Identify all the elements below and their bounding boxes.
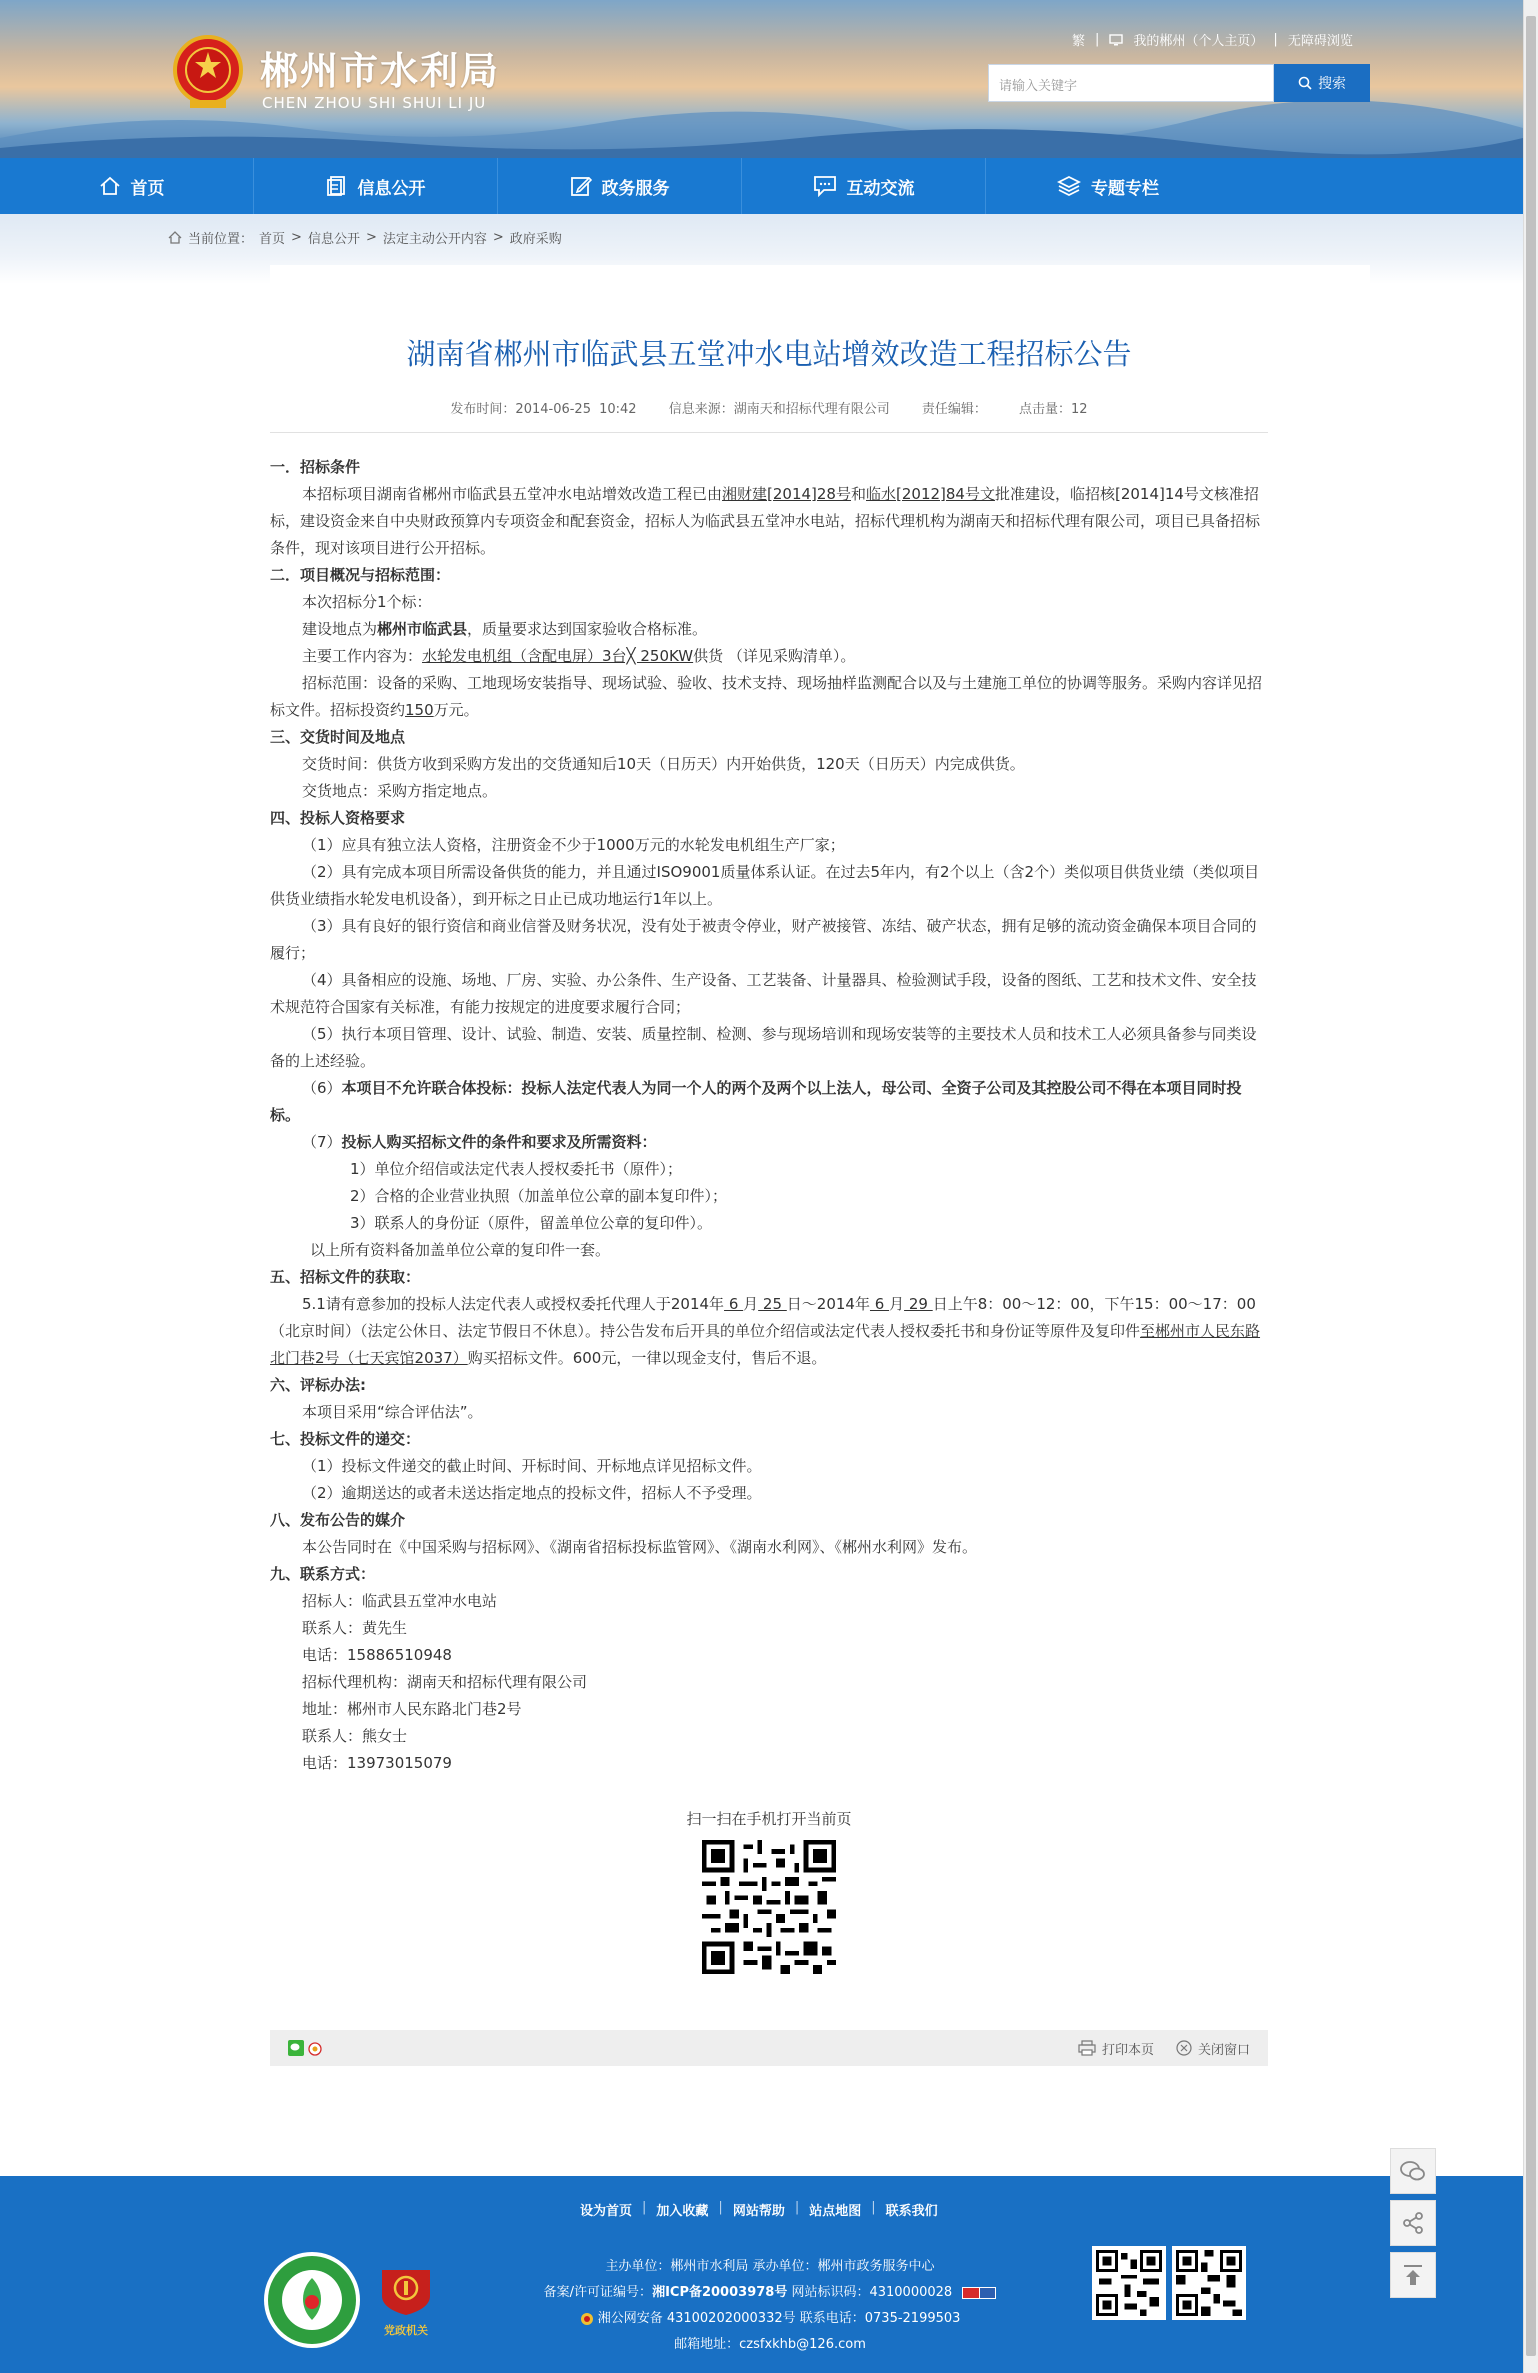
text: （7） <box>302 1133 342 1151</box>
text: 日～2014年 <box>786 1295 870 1313</box>
breadcrumb-item-info-open[interactable]: 信息公开 <box>307 232 360 247</box>
responsible-editor: 责任编辑： <box>921 402 987 417</box>
article-body <box>270 454 1268 1777</box>
contact-line: 联系人：黄先生 <box>302 1619 408 1637</box>
text: 联系电话：0735-2199503 <box>795 2311 961 2326</box>
section-heading: 一．招标条件 <box>270 458 361 476</box>
text: 建设地点为 <box>302 620 378 638</box>
nav-label: 专题专栏 <box>1091 178 1159 199</box>
text: 主要工作内容为： <box>302 647 423 665</box>
layers-icon <box>1057 175 1081 197</box>
home-icon <box>99 176 121 196</box>
share-icon <box>1401 2211 1425 2235</box>
site-title[interactable]: 郴州市水利局 <box>260 51 501 93</box>
paragraph: 本次招标分1个标： <box>302 593 432 611</box>
nav-label: 互动交流 <box>846 178 915 199</box>
badge-label: 党政机关 <box>384 2324 428 2337</box>
text: ，质量要求达到国家验收合格标准。 <box>467 620 708 638</box>
police-record-link[interactable]: 湘公网安备 43100202000332号 <box>597 2311 796 2326</box>
paragraph: 1）单位介绍信或法定代表人授权委托书（原件）； <box>350 1160 683 1178</box>
date-part: 6 <box>869 1295 890 1313</box>
text: 本招标项目湖南省郴州市临武县五堂冲水电站增效改造工程已由 <box>302 485 723 503</box>
floating-tools <box>1390 2148 1436 2298</box>
article-meta <box>0 398 1538 417</box>
main-nav <box>0 158 1523 214</box>
section-heading: 二．项目概况与招标范围： <box>270 566 451 584</box>
paragraph <box>270 1291 1268 1372</box>
section-heading: 五、招标文件的获取： <box>270 1268 421 1286</box>
text: （6） <box>302 1079 342 1097</box>
text: 月 <box>743 1295 759 1313</box>
paragraph <box>270 1075 1268 1129</box>
footer-link-sitemap[interactable]: 站点地图 <box>809 2204 862 2219</box>
footer-info <box>540 2254 1000 2358</box>
hit-count: 点击量：12 <box>1019 402 1088 417</box>
content-top-edge <box>270 265 1370 285</box>
wechat-float-button[interactable] <box>1390 2148 1436 2194</box>
nav-label: 政务服务 <box>601 178 670 199</box>
print-page-button[interactable] <box>1078 2039 1154 2058</box>
date-part: 6 <box>724 1295 744 1313</box>
scrollbar-thumb[interactable] <box>1526 16 1536 2356</box>
party-government-badge[interactable] <box>378 2266 434 2337</box>
info-source: 信息来源：湖南天和招标代理有限公司 <box>668 402 890 417</box>
emblem-shield-icon <box>378 2266 434 2316</box>
printer-icon <box>1078 2040 1096 2056</box>
paragraph: 交货地点：采购方指定地点。 <box>302 782 498 800</box>
breadcrumb-item-statutory[interactable]: 法定主动公开内容 <box>382 232 487 247</box>
breadcrumb-item-home[interactable]: 首页 <box>259 232 286 247</box>
footer-link-help[interactable]: 网站帮助 <box>732 2204 785 2219</box>
national-emblem-icon <box>172 34 244 112</box>
my-chenzhou-link[interactable]: 我的郴州（个人主页） <box>1133 34 1264 49</box>
paragraph: 本公告同时在《中国采购与招标网》、《湖南省招标投标监管网》、《湖南水利网》、《郴州水利网》发布。 <box>302 1538 978 1556</box>
text: 网站标识码：4310000028 <box>787 2285 953 2300</box>
footer-links <box>580 2200 938 2219</box>
home-icon <box>168 231 182 244</box>
site-footer <box>0 2176 1523 2373</box>
nav-label: 首页 <box>130 178 165 199</box>
text: 备案/许可证编号： <box>543 2285 653 2300</box>
search-button[interactable] <box>1274 64 1370 102</box>
contact-line: 招标代理机构：湖南天和招标代理有限公司 <box>302 1673 588 1691</box>
footer-link-contact[interactable]: 联系我们 <box>885 2204 938 2219</box>
paragraph <box>270 670 1268 724</box>
nav-special-topic[interactable] <box>986 158 1230 214</box>
police-line <box>540 2306 1000 2332</box>
paragraph <box>270 616 1268 643</box>
bold-text: 投标人购买招标文件的条件和要求及所需资料： <box>341 1133 657 1151</box>
close-label: 关闭窗口 <box>1197 2042 1250 2058</box>
qr-code-icon <box>1172 2246 1246 2320</box>
investment: 150 <box>405 701 434 719</box>
section-heading: 六、评标办法: <box>270 1376 366 1394</box>
page-actions <box>1078 2039 1250 2058</box>
monitor-icon <box>1109 34 1123 46</box>
paragraph: 2）合格的企业营业执照（加盖单位公章的副本复印件）； <box>350 1187 728 1205</box>
edit-icon <box>570 175 592 197</box>
breadcrumb-separator: > <box>492 230 504 245</box>
chat-icon <box>813 175 837 197</box>
section-heading: 三、交货时间及地点 <box>270 728 406 746</box>
back-to-top-button[interactable] <box>1390 2252 1436 2298</box>
traditional-chinese-link[interactable]: 繁 <box>1072 34 1086 49</box>
separator: | <box>794 2200 800 2215</box>
qr-label: 扫一扫在手机打开当前页 <box>686 1810 852 1828</box>
site-subtitle: CHEN ZHOU SHI SHUI LI JU <box>262 94 487 112</box>
document-icon <box>326 175 348 197</box>
separator: | <box>871 2200 876 2215</box>
separator: | <box>718 2200 723 2215</box>
breadcrumb-separator: > <box>291 230 302 245</box>
paragraph: （4）具备相应的设施、场地、厂房、实验、办公条件、生产设备、工艺装备、计量器具、检验测试手段，设备的图纸、工艺和技术文件、安全技术规范符合国家有关标准，有能力按规定的进度要求履行合同； <box>270 971 1257 1016</box>
section-heading: 七、投标文件的递交： <box>270 1430 421 1448</box>
site-id-icon <box>962 2287 996 2299</box>
paragraph: 3）联系人的身份证（原件，留盖单位公章的复印件）。 <box>350 1214 713 1232</box>
site-header <box>0 0 1523 158</box>
publish-time: 发布时间：2014-06-25 10:42 <box>450 402 637 417</box>
paragraph: （2）逾期送达的或者未送达指定地点的投标文件，招标人不予受理。 <box>302 1484 762 1502</box>
text: 万元。 <box>433 701 479 719</box>
address: 至郴州市人民东路北门巷2号（七天宾馆2037） <box>270 1322 1261 1367</box>
separator: | <box>1273 32 1278 47</box>
paragraph <box>270 481 1268 562</box>
paragraph <box>270 643 1268 670</box>
paragraph: （5）执行本项目管理、设计、试验、制造、安装、质量控制、检测、参与现场培训和现场安装等的主要技术人员和技术工人必须具备参与同类设备的上述经验。 <box>270 1025 1257 1070</box>
doc-ref: 湘财建[2014]28号 <box>722 485 851 503</box>
text: 和 <box>850 485 866 503</box>
paragraph: 交货时间：供货方收到采购方发出的交货通知后10天（日历天）内开始供货，120天（日历天）内完成供货。 <box>302 755 1025 773</box>
vertical-scrollbar[interactable] <box>1523 0 1538 2373</box>
print-label: 打印本页 <box>1101 2042 1154 2058</box>
qr-code-icon <box>702 1840 836 1974</box>
nav-home[interactable] <box>10 158 254 214</box>
footer-link-favorite[interactable]: 加入收藏 <box>656 2204 709 2219</box>
breadcrumb-prefix: 当前位置： <box>188 232 254 247</box>
breadcrumb-item-procurement[interactable]: 政府采购 <box>509 232 562 247</box>
qr-code-icon <box>1092 2246 1166 2320</box>
date-part: 25 <box>758 1295 787 1313</box>
text: 购买招标文件。600元，一律以现金支付，售后不退。 <box>467 1349 827 1367</box>
paragraph: （2）具有完成本项目所需设备供货的能力，并且通过ISO9001质量体系认证。在过去5年内，有2个以上（含2个）类似项目供货业绩（类似项目供货业绩指水轮发电机设备），到开标之日止已成功地运行1年以上。 <box>270 863 1260 908</box>
contact-line: 电话：15886510948 <box>302 1646 452 1664</box>
nav-label: 信息公开 <box>357 178 426 199</box>
search-button-label: 搜索 <box>1318 76 1346 92</box>
share-bar <box>270 2030 1268 2066</box>
section-heading: 四、投标人资格要求 <box>270 809 406 827</box>
paragraph <box>270 1129 1268 1156</box>
search-icon <box>1298 76 1312 90</box>
text: 月 <box>889 1295 905 1313</box>
share-float-button[interactable] <box>1390 2200 1436 2246</box>
wechat-icon <box>1399 2159 1427 2183</box>
breadcrumb <box>168 228 562 247</box>
bold-text: 本项目不允许联合体投标：投标人法定代表人为同一个人的两个及两个以上法人，母公司、全资子公司及其控股公司不得在本项目同时投标。 <box>270 1079 1242 1124</box>
article-title: 湖南省郴州市临武县五堂冲水电站增效改造工程招标公告 <box>406 337 1132 371</box>
email-line: 邮箱地址：czsfxkhb@126.com <box>674 2337 866 2352</box>
text: 5.1请有意参加的投标人法定代表人或授权委托代理人于2014年 <box>302 1295 725 1313</box>
close-icon <box>1176 2040 1192 2056</box>
icp-link[interactable]: 湘ICP备20003978号 <box>652 2285 788 2300</box>
record-line <box>540 2280 1000 2306</box>
civilization-badge-icon[interactable] <box>262 2250 362 2350</box>
equipment: 水轮发电机组（含配电屏）3台╳ 250KW <box>422 647 694 665</box>
text: 供货 （详见采购清单）。 <box>693 647 856 665</box>
separator: | <box>1095 32 1100 47</box>
title-divider <box>270 432 1268 433</box>
section-heading: 九、联系方式： <box>270 1565 376 1583</box>
accessibility-link[interactable]: 无障碍浏览 <box>1287 34 1353 49</box>
police-badge-icon <box>580 2312 594 2326</box>
wechat-share-icon[interactable] <box>288 2040 304 2056</box>
date-part: 29 <box>904 1295 933 1313</box>
paragraph: （1）应具有独立法人资格，注册资金不少于1000万元的水轮发电机组生产厂家； <box>302 836 845 854</box>
nav-info-open[interactable] <box>254 158 498 214</box>
text: 日上午8：00～12：00，下午15：00～17：00（北京时间）（法定公休日、法定节假日不休息）。持公告发布后开具的单位介绍信或法定代表人授权委托书和身份证等原件及复印件 <box>270 1295 1256 1340</box>
paragraph: （3）具有良好的银行资信和商业信誉及财务状况，没有处于被责令停业，财产被接管、冻结、破产状态，拥有足够的流动资金确保本项目合同的履行； <box>270 917 1257 962</box>
close-window-button[interactable] <box>1176 2039 1250 2058</box>
paragraph: （1）投标文件递交的截止时间、开标时间、开标地点详见招标文件。 <box>302 1457 762 1475</box>
contact-line: 电话：13973015079 <box>302 1754 452 1772</box>
search-input[interactable]: 请输入关键字 <box>988 64 1274 102</box>
separator: | <box>642 2200 647 2215</box>
top-links <box>1072 30 1353 49</box>
weibo-share-icon[interactable] <box>307 2040 323 2056</box>
footer-link-set-home[interactable]: 设为首页 <box>580 2204 633 2219</box>
nav-gov-service[interactable] <box>498 158 742 214</box>
location: 郴州市临武县 <box>377 620 468 638</box>
text: 批准建设，临招核[2014]14号文核准招标，建设资金来自中央财政预算内专项资金和配套资金，招标人为临武县五堂冲水电站，招标代理机构为湖南天和招标代理有限公司，项目已具备招标条件，现对该项目进行公开招标。 <box>270 485 1261 557</box>
contact-line: 联系人：熊女士 <box>302 1727 408 1745</box>
paragraph: 本项目采用“综合评估法”。 <box>302 1403 483 1421</box>
doc-ref: 临水[2012]84号文 <box>866 485 995 503</box>
organizer-line: 主办单位：郴州市水利局 承办单位：郴州市政务服务中心 <box>605 2259 935 2274</box>
nav-interaction[interactable] <box>742 158 986 214</box>
arrow-up-icon <box>1402 2263 1424 2287</box>
section-heading: 八、发布公告的媒介 <box>270 1511 406 1529</box>
contact-line: 地址：郴州市人民东路北门巷2号 <box>302 1700 522 1718</box>
breadcrumb-separator: > <box>365 230 377 245</box>
contact-line: 招标人：临武县五堂冲水电站 <box>302 1592 498 1610</box>
text: 招标范围：设备的采购、工地现场安装指导、现场试验、验收、技术支持、现场抽样监测配合以及与土建施工单位的协调等服务。采购内容详见招标文件。招标投资约 <box>270 674 1263 719</box>
paragraph: 以上所有资料备加盖单位公章的复印件一套。 <box>310 1241 611 1259</box>
